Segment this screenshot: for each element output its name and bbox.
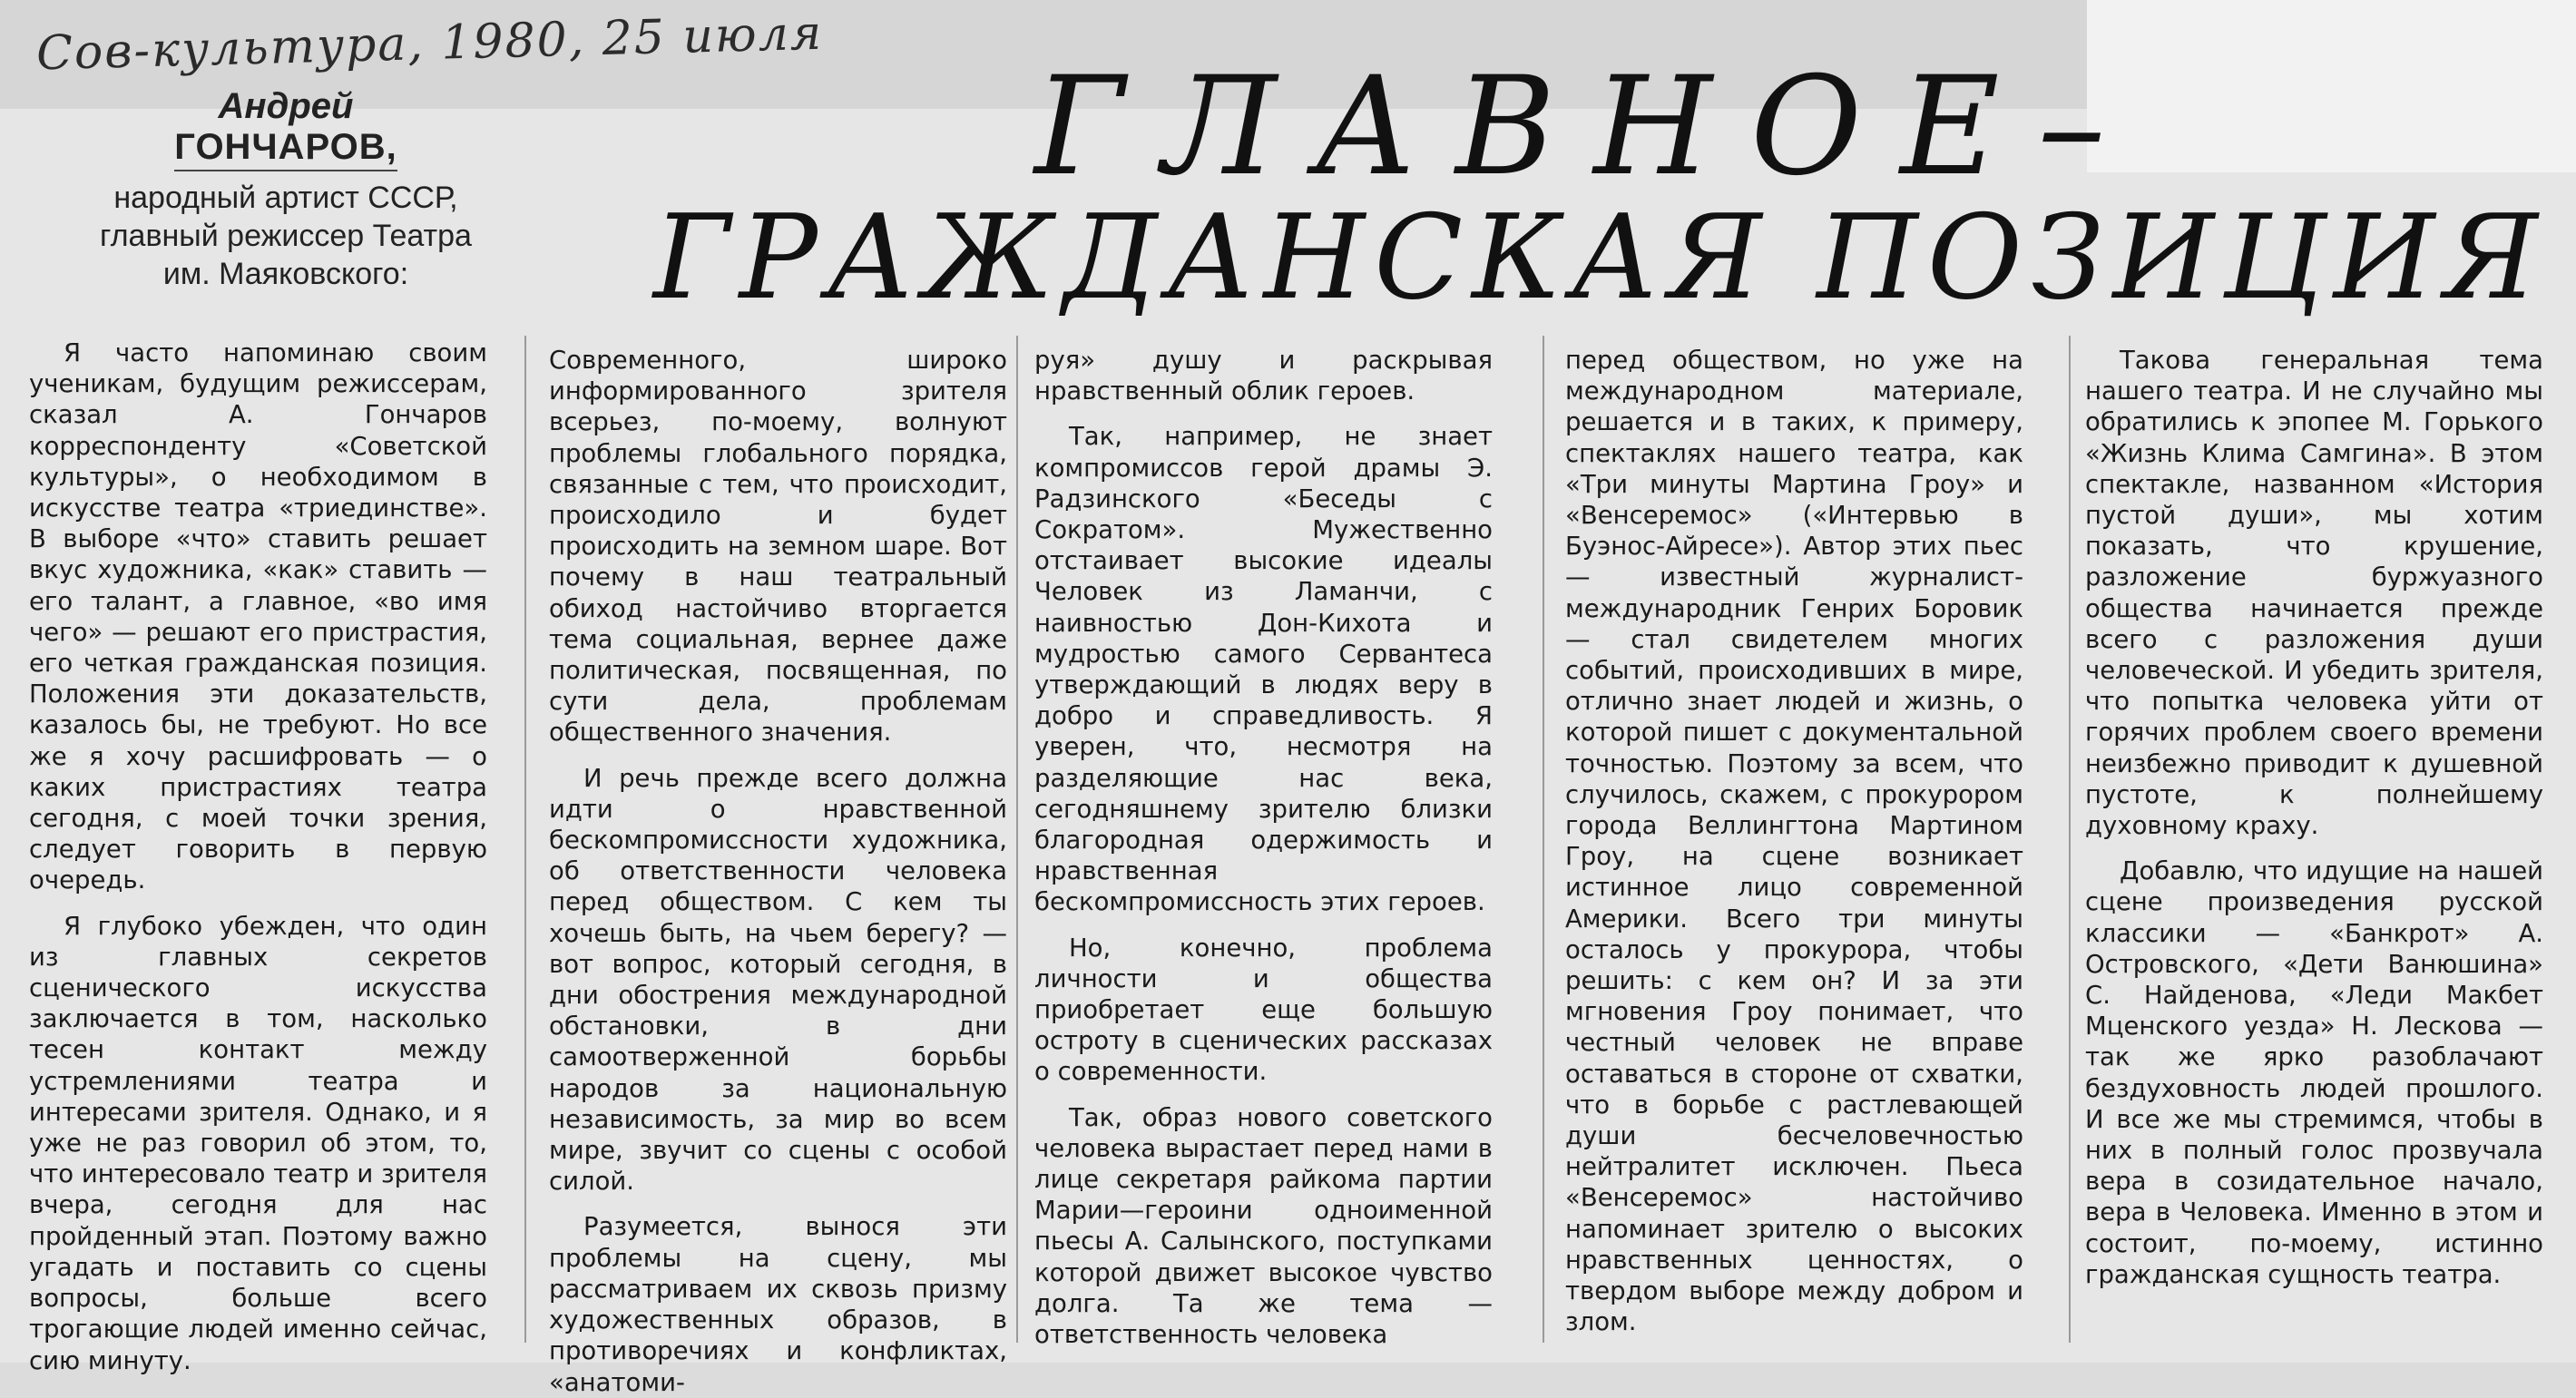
article-paragraph: Такова генеральная тема нашего театра. И не случайно мы обратились к эпопее М. Горького «Жизнь Клима Самгина». В этом спектакле, названном «История пустой души», мы хотим показать, что крушение, разложение буржуазного общества начинается прежде всего с разложения души человеческой. И убедить зрителя, что попытка человека уйти от горячих проблем своего времени неизбежно приводит к душевной пустоте, к полнейшему духовному краху. — [2085, 346, 2543, 841]
author-title-line: народный артист СССР, — [113, 181, 458, 215]
author-title-line: им. Маяковского: — [162, 257, 409, 291]
article-paragraph: Но, конечно, проблема личности и общества приобретает еще большую остроту в сценических рассказах о современности. — [1034, 933, 1493, 1087]
article-column-3 — [1034, 345, 1493, 1350]
article-paragraph: Так, например, не знает компромиссов герой драмы Э. Радзинского «Беседы с Сократом». Мужественно отстаивает высокие идеалы Человек из Ламанчи, с наивностью Дон-Кихота и мудростью самого Сервантеса утверждающий в людях веру в добро и справедливость. Я уверен, что, несмотря на разделяющие нас века, сегодняшнему зрителю близки благородная одержимость и нравственная бескомпромиссность этих героев. — [1034, 422, 1493, 917]
article-paragraph: Так, образ нового советского человека вырастает перед нами в лице секретаря райкома партии Марии—героини одноименной пьесы А. Салынского, поступками которой движет высокое чувство долга. Та же тема — ответственность человека — [1034, 1102, 1493, 1350]
article-column-1 — [29, 337, 487, 1376]
author-title-line: главный режиссер Театра — [100, 219, 472, 253]
handwritten-source-note: Сов-культура, 1980, 25 июля — [35, 5, 824, 82]
article-column-5 — [2085, 345, 2543, 1290]
article-paragraph: перед обществом, но уже на международном материале, решается и в таких, к примеру, спектаклях нашего театра, как «Три минуты Мартина Гроу» и «Венсеремос» («Интервью в Буэнос-Айресе»). Автор этих пьес — известный журналист-международник Генрих Боровик — стал свидетелем многих событий, происходивших в мире, отлично знает людей и жизнь, о которой пишет с документальной точностью. Поэтому за всем, что случилось, скажем, с прокурором города Веллингтона Мартином Гроу, на сцене возникает истинное лицо современной Америки. Всего три минуты осталось у прокурора, чтобы решить: с кем он? И за эти мгновения Гроу понимает, что честный человек не вправе оставаться в стороне от схватки, что в борьбе с растлевающей души бесчеловечностью нейтралитет исключен. Пьеса «Венсеремос» настойчиво напоминает зрителю о высоких нравственных ценностях, о твердом выборе между добром и злом. — [1565, 346, 2023, 1337]
article-paragraph: Я глубоко убежден, что один из главных секретов сценического искусства заключается в том, насколько тесен контакт между устремлениями театра и интересами зрителя. Однако, и я уже не раз говорил об этом, то, что интересовало театр и зрителя вчера, сегодня для нас пройденный этап. Поэтому важно угадать и поставить со сцены вопросы, больше всего трогающие людей именно сейчас, сию минуту. — [29, 911, 487, 1375]
article-paragraph: Добавлю, что идущие на нашей сцене произведения русской классики — «Банкрот» А. Островского, «Дети Ванюшина» С. Найденова, «Леди Макбет Мценского уезда» Н. Лескова — так же ярко разоблачают бездуховность людей прошлого. И все же мы стремимся, чтобы в них в полный голос прозвучала вера в созидательное начало, вера в Человека. Именно в этом и состоит, по-моему, истинно гражданская сущность театра. — [2085, 856, 2543, 1289]
article-paragraph: И речь прежде всего должна идти о нравственной бескомпромиссности художника, об ответственности человека перед обществом. С кем ты хочешь быть, на чьем берегу? — вот вопрос, который сегодня, в дни обострения международной обстановки, в дни самоотверженной борьбы народов за национальную независимость, за мир во всем мире, звучит со сцены с особой силой. — [549, 763, 1007, 1197]
headline-line-2: ГРАЖДАНСКАЯ ПОЗИЦИЯ — [653, 191, 2547, 326]
author-byline — [50, 86, 522, 293]
article-column-2 — [549, 345, 1007, 1398]
author-last-name: ГОНЧАРОВ, — [174, 127, 397, 171]
column-divider — [1543, 336, 1544, 1343]
article-paragraph: руя» душу и раскрывая нравственный облик героев. — [1034, 346, 1493, 406]
column-divider — [524, 336, 526, 1343]
article-column-4 — [1565, 345, 2023, 1338]
article-paragraph: Я часто напоминаю своим ученикам, будущим режиссерам, сказал А. Гончаров корреспонденту «Советской культуры», о необходимом в искусстве театра «триединстве». В выборе «что» ставить решает вкус художника, «как» ставить — его талант, а главное, «во имя чего» — решают его пристрастия, его четкая гражданская позиция. Положения эти доказательств, казалось бы, не требуют. Но все же я хочу расшифровать — о каких пристрастиях театра сегодня, с моей точки зрения, следует говорить в первую очередь. — [29, 338, 487, 895]
author-first-name: Андрей — [218, 86, 354, 126]
headline-line-1: ГЛАВНОЕ– — [1034, 48, 2144, 206]
article-paragraph: Разумеется, вынося эти проблемы на сцену, мы рассматриваем их сквозь призму художественных образов, в противоречиях и конфликтах, «анатоми- — [549, 1212, 1007, 1397]
author-title — [50, 179, 522, 293]
article-paragraph: Современного, широко информированного зрителя всерьез, по-моему, волнуют проблемы глобального порядка, связанные с тем, что происходит, происходило и будет происходить на земном шаре. Вот почему в наш театральный обиход настойчиво вторгается тема социальная, вернее даже политическая, посвященная, по сути дела, проблемам общественного значения. — [549, 346, 1007, 748]
column-divider — [2069, 336, 2071, 1343]
column-divider — [1016, 336, 1018, 1343]
article-headline — [653, 48, 2559, 327]
